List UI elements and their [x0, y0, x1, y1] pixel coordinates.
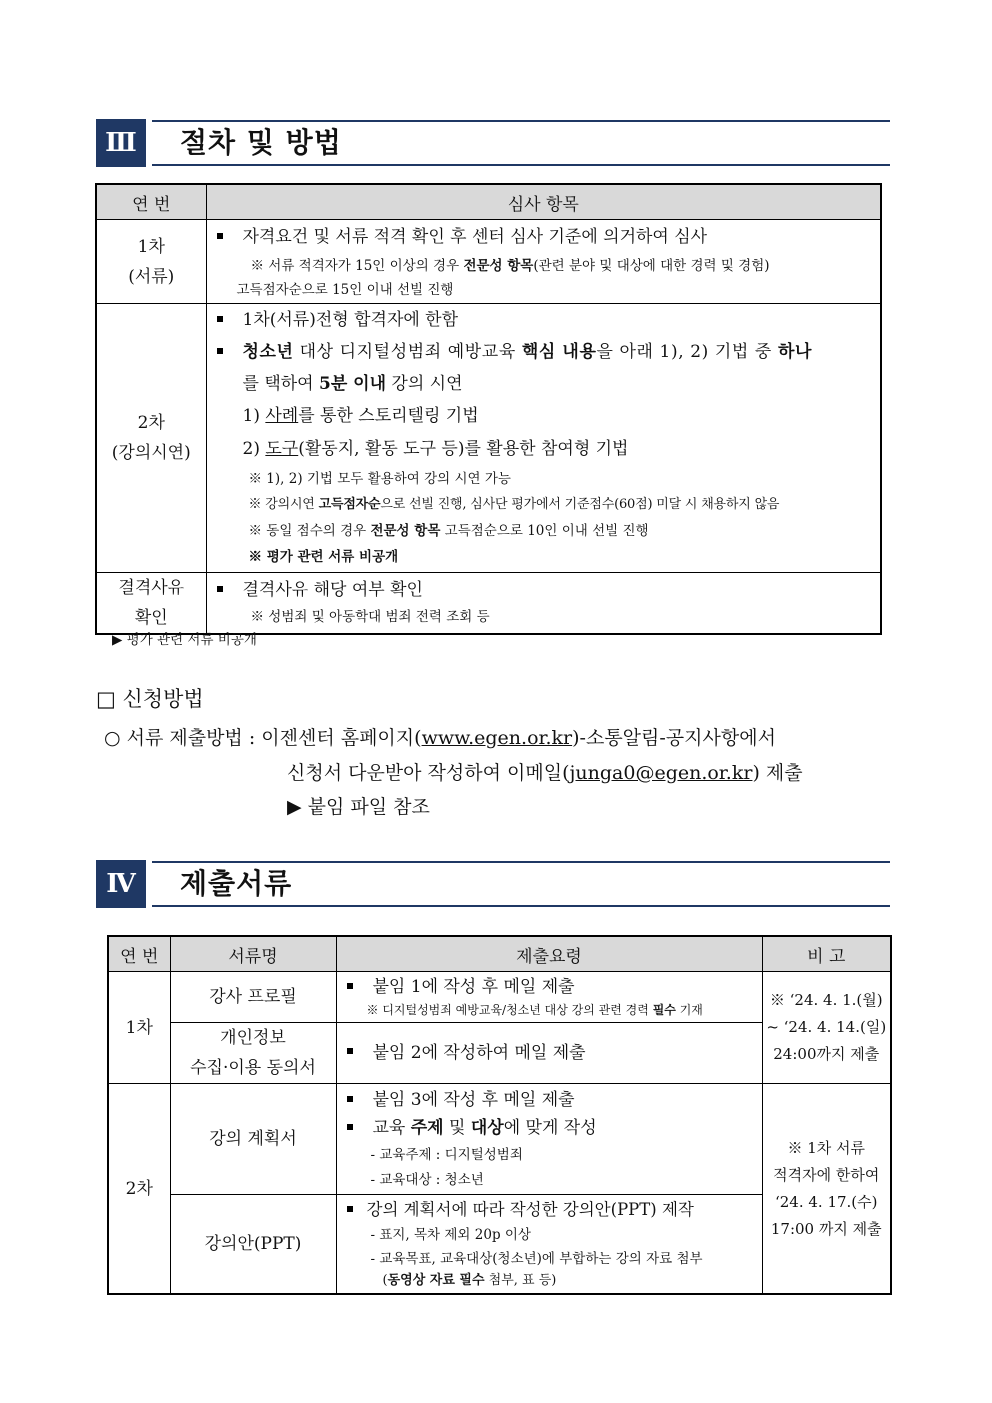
apply-heading: □ 신청방법	[96, 687, 204, 711]
apply-line-2: 신청서 다운받아 작성하여 이메일(junga0@egen.or.kr) 제출	[287, 762, 803, 784]
row-label-stage-1: 1차	[108, 972, 170, 1084]
bullet-icon	[217, 233, 223, 239]
apply-line-3: ▶ 붙임 파일 참조	[287, 796, 430, 818]
section-3-header	[96, 119, 890, 167]
email-link[interactable]: junga0@egen.or.kr	[569, 762, 753, 784]
doc-lecture-plan: 강의 계획서	[170, 1084, 336, 1195]
table-row	[96, 573, 881, 635]
stage-1-content: 자격요건 및 서류 적격 확인 후 센터 심사 기준에 의거하여 심사 ※ 서류 적격자가 15인 이상의 경우 전문성 항목(관련 분야 및 대상에 대한 경력 및 경험) 고득점자순으로 15인 이내 선빌 진행	[206, 220, 881, 304]
table-row: 1차 강사 프로필 붙임 1에 작성 후 메일 제출 ※ 디지털성범죄 예방교육/청소년 대상 강의 관련 경력 필수 기재 ※ ‘24. 4. 1.(월) ~ ‘24. 4. 14.(일) 24:00까지 제출	[108, 972, 891, 1023]
col-header-number: 연 번	[108, 936, 170, 972]
bullet-icon	[347, 983, 353, 989]
section-3-number: Ⅲ	[96, 119, 146, 167]
doc-privacy-consent: 개인정보 수집·이용 동의서	[170, 1023, 336, 1084]
bullet-icon	[347, 1124, 353, 1130]
procedure-footnote: ▶ 평가 관련 서류 비공개	[112, 632, 257, 648]
row-label-disqualification: 결격사유 확인	[96, 573, 206, 635]
section-3-title: 절차 및 방법	[180, 126, 342, 159]
row-label-stage-2: 2차	[108, 1084, 170, 1295]
col-header-document: 서류명	[170, 936, 336, 972]
section-4-title: 제출서류	[180, 867, 293, 900]
bullet-icon	[217, 316, 223, 322]
bullet-icon	[217, 348, 223, 354]
doc-lecture-ppt: 강의안(PPT)	[170, 1195, 336, 1295]
section-4-number: Ⅳ	[96, 860, 146, 908]
documents-table	[107, 935, 892, 1295]
homepage-link[interactable]: www.egen.or.kr	[421, 727, 573, 749]
stage-1-deadline: ※ ‘24. 4. 1.(월) ~ ‘24. 4. 14.(일) 24:00까지 제출	[762, 972, 891, 1084]
table-row	[96, 304, 881, 573]
row-label-stage-2: 2차 (강의시연)	[96, 304, 206, 573]
col-header-review-item: 심사 항목	[206, 184, 881, 220]
bullet-icon	[217, 586, 223, 592]
stage-2-deadline: ※ 1차 서류 적격자에 한하여 ‘24. 4. 17.(수) 17:00 까지 제출	[762, 1084, 891, 1295]
apply-line-1: ○ 서류 제출방법 : 이젠센터 홈페이지(www.egen.or.kr)-소통알림-공지사항에서	[104, 727, 776, 749]
bullet-icon	[347, 1206, 353, 1212]
table-row	[96, 220, 881, 304]
col-header-number: 연 번	[96, 184, 206, 220]
col-header-guideline: 제출요령	[336, 936, 762, 972]
section-4-header	[96, 860, 890, 908]
disqualification-content: 결격사유 해당 여부 확인 ※ 성범죄 및 아동학대 범죄 전력 조회 등	[206, 573, 881, 635]
col-header-remark: 비 고	[762, 936, 891, 972]
table-row: 강의안(PPT) 강의 계획서에 따라 작성한 강의안(PPT) 제작 - 표지, 목차 제외 20p 이상 - 교육목표, 교육대상(청소년)에 부합하는 강의 자료 첨부 (동영상 자료 필수 첨부, 표 등)	[108, 1195, 891, 1295]
bullet-icon	[347, 1048, 353, 1054]
doc-instructor-profile: 강사 프로필	[170, 972, 336, 1023]
table-row: 2차 강의 계획서 붙임 3에 작성 후 메일 제출 교육 주제 및 대상에 맞게 작성 - 교육주제 : 디지털성범죄 - 교육대상 : 청소년 ※ 1차 서류 적격자에 한하여 ‘24. 4. 17.(수) 17:00 까지 제출	[108, 1084, 891, 1195]
procedure-table	[95, 183, 882, 635]
stage-2-content: 1차(서류)전형 합격자에 한함 청소년 대상 디지털성범죄 예방교육 핵심 내용을 아래 1), 2) 기법 중 하나 를 택하여 5분 이내 강의 시연 1) 사례를 통한 스토리텔링 기법 2) 도구(활동지, 활동 도구 등)를 활용한 참여형 기법 ※ 1), 2) 기법 모두 활용하여 강의 시연 가능 ※ 강의시연 고득점자순으로 선빌 진행, 심사단 평가에서 기준점수(60점) 미달 시 채용하지 않음 ※ 동일 점수의 경우 전문성 항목 고득점순으로 10인 이내 선빌 진행 ※ 평가 관련 서류 비공개	[206, 304, 881, 573]
bullet-icon	[347, 1096, 353, 1102]
row-label-stage-1: 1차 (서류)	[96, 220, 206, 304]
table-row: 개인정보 수집·이용 동의서 붙임 2에 작성하여 메일 제출	[108, 1023, 891, 1084]
